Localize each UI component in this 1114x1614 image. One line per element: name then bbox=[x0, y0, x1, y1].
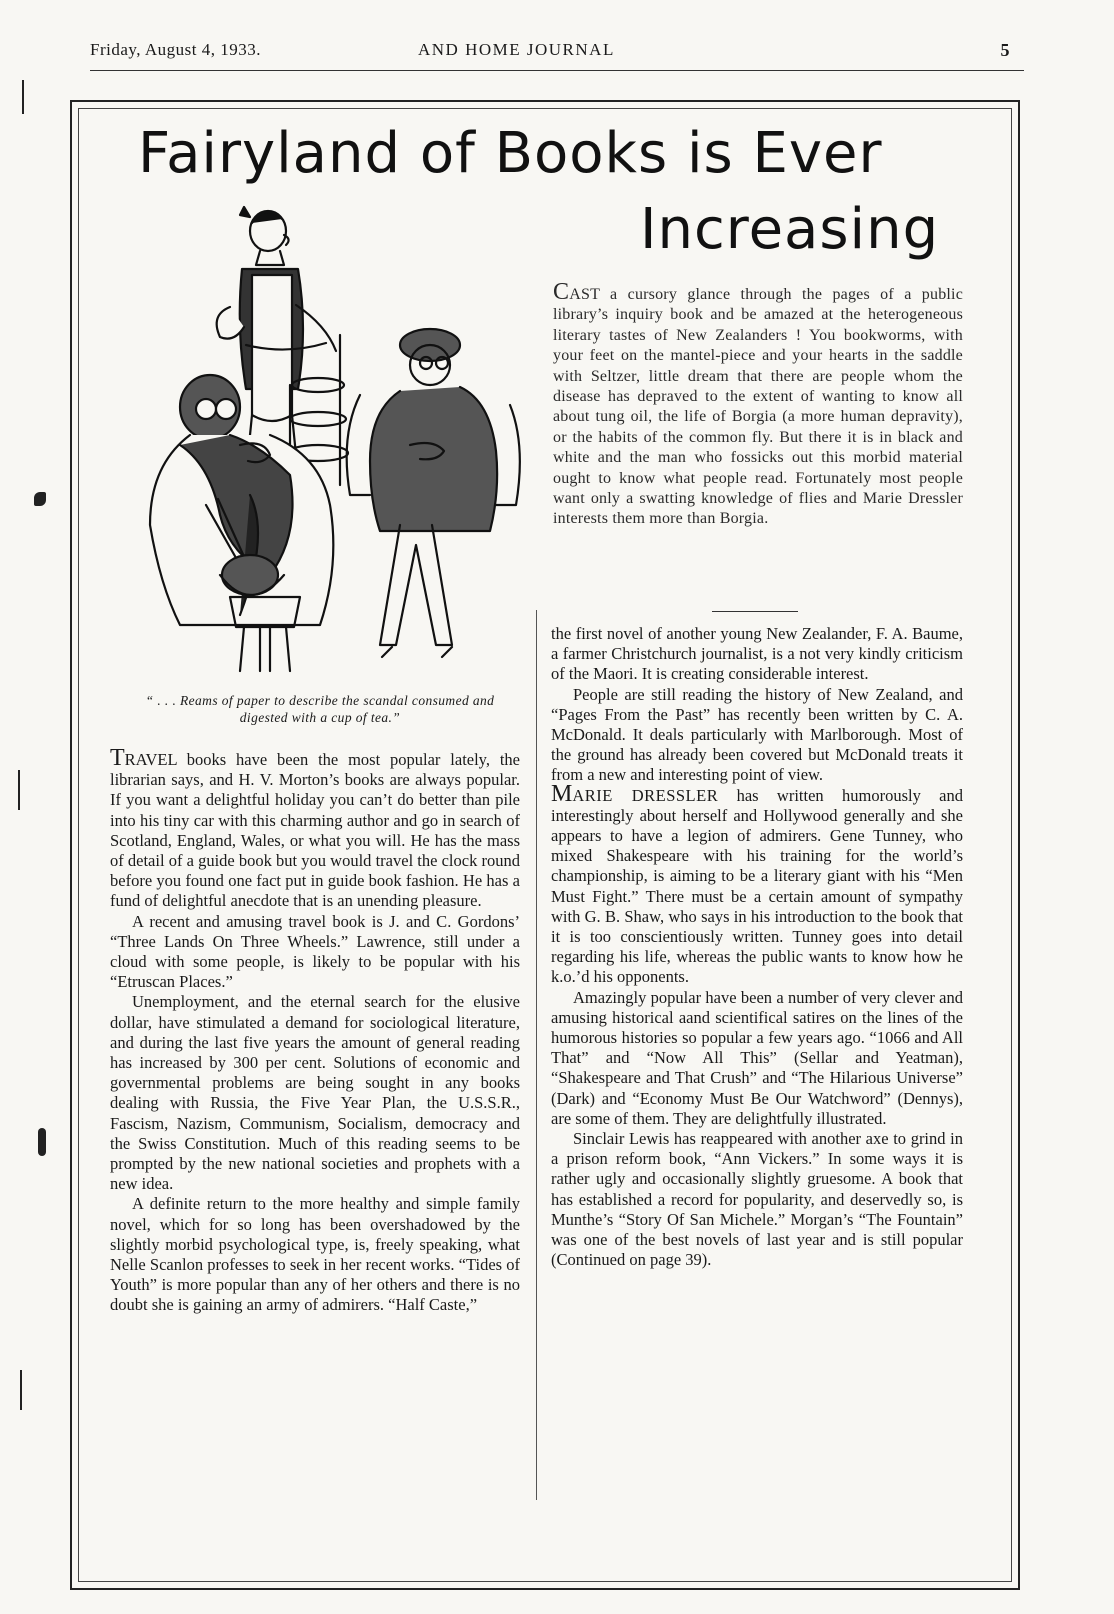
header-rule bbox=[90, 70, 1024, 71]
paragraph-family-novel: A definite return to the more healthy and simple family novel, which for so long has been overshadowed by the slightly morbid psychological type, is, freely speaking, what Nelle Scanlon professes to seek in her recent works. “Tides of Youth” is more popular than any of her others and there is no doubt she is gaining an army of admirers. “Half Caste,” bbox=[110, 1194, 520, 1315]
paragraph-travel bbox=[110, 745, 520, 912]
paragraph-baume: the first novel of another young New Zealander, F. A. Baume, a farmer Christchurch journalist, is a not very kindly criticism of the Maori. It is creating considerable interest. bbox=[551, 624, 963, 684]
page-header bbox=[90, 36, 1010, 66]
drop-cap-t: T bbox=[110, 745, 125, 771]
margin-mark bbox=[18, 770, 20, 810]
paragraph-travel-books: A recent and amusing travel book is J. and C. Gordons’ “Three Lands On Three Wheels.” Lawrence, still under a cloud with some people, is likely to be popular with his “Etruscan Places.” bbox=[110, 911, 520, 992]
right-column bbox=[551, 624, 963, 1271]
paragraph-history: People are still reading the history of New Zealand, and “Pages From the Past” has recently been written by C. A. McDonald. It deals particularly with Marlborough. Most of the ground has already been covered but McDonald treats it from a new and interesting point of view. bbox=[551, 684, 963, 785]
paragraph-lewis bbox=[551, 1129, 963, 1270]
intro-column bbox=[553, 279, 963, 530]
paragraph-satires: Amazingly popular have been a number of very clever and amusing historical aand scientifical satires on the lines of the humorous histories so popular a few years ago. “1066 and All That” and “Now All This” (Sellar and Yeatman), “Shakespeare and That Crush” and “The Hilarious Universe” (Dark) and “Economy Must Be Our Watchword” (Dennys), are some of them. They are delightfully illustrated. bbox=[551, 987, 963, 1128]
drop-cap-m: M bbox=[551, 780, 573, 807]
column-divider bbox=[536, 610, 537, 1500]
headline-line-2: Increasing bbox=[640, 197, 940, 262]
paragraph-dressler-text: has written humorously and interestingly about herself and Hollywood generally and she appears to have a legion of admirers. Gene Tunney, who mixed Shakespeare with his training for the world’s championship, is aiming to be a literary giant with his “Men Must Fight.” There must be a certain amount of sympathy with G. B. Shaw, who says in his introduction to the book that it is too conscientiously written. Tunney goes into detail regarding his life, whereas the public wants to know how he k.o.’d his opponents. bbox=[551, 785, 964, 987]
paragraph-travel-text: RAVEL books have been the most popular lately, the librarian says, and H. V. Morton’s books are always popular. If you want a delightful holiday you can’t do better than pile into his tiny car with this charming author and go in search of Scotland, England, Wales, or what you will. He has the mass of detail of a guide book but you would travel the clock round before you found one fact put in guide book fashion. He has a fund of delightful anecdote that is an unending pleasure. bbox=[110, 750, 520, 911]
section-rule bbox=[712, 611, 798, 612]
paragraph-dressler bbox=[551, 780, 964, 988]
margin-mark bbox=[34, 492, 46, 506]
dressler-name: ARIE DRESSLER bbox=[572, 785, 719, 805]
margin-mark bbox=[38, 1128, 46, 1156]
margin-mark bbox=[20, 1370, 22, 1410]
paragraph-lewis-text: Sinclair Lewis has reappeared with another axe to grind in a prison reform book, “Ann Vickers.” In some ways it is rather ugly and occasionally slightly gruesome. A book that has established a record for popularity, and deservedly so, is Munthe’s “Story Of San Michele.” Morgan’s “The Fountain” was one of the best novels of last year and is still popular bbox=[551, 1129, 963, 1250]
drop-cap-c: C bbox=[553, 279, 570, 305]
continued-note[interactable]: (Continued on page 39). bbox=[551, 1250, 712, 1270]
left-column bbox=[110, 745, 520, 1316]
paragraph-intro bbox=[553, 279, 963, 530]
paragraph-unemployment: Unemployment, and the eternal search for the elusive dollar, have stimulated a demand for sociological literature, and during the last five years the amount of general reading has increased by 300 per cent. Solutions of economic and governmental problems are being sought in any books dealing with Russia, the Five Year Plan, the U.S.S.R., Fascism, Nazism, Communism, Socialism, democracy and the Swiss Constitution. Much of this reading seems to be prompted by the new national societies and prophets with a new idea. bbox=[110, 992, 520, 1194]
issue-date: Friday, August 4, 1933. bbox=[90, 40, 261, 59]
page-number: 5 bbox=[1000, 40, 1010, 60]
tea-party-illustration bbox=[110, 195, 530, 685]
paragraph-intro-text: AST a cursory glance through the pages of a public library’s inquiry book and be amazed at the heterogeneous literary tastes of New Zealanders ! You bookworms, with your feet on the mantel-piece and your hearts in the saddle with Seltzer, little dream that there are people whom the disease has depraved to the extent of wanting to know all about tung oil, the life of Borgia (a more human depravity), or the habits of the common fly. But there it is in black and white and the man who fossicks out this morbid material ought to know what people read. Fortunately most people want only a swatting knowledge of flies and Marie Dressler interests them more than Borgia. bbox=[553, 286, 963, 528]
publication-name: AND HOME JOURNAL bbox=[418, 40, 615, 59]
headline-line-1: Fairyland of Books is Ever bbox=[138, 121, 883, 186]
margin-mark bbox=[22, 80, 24, 114]
illustration-caption: “ . . . Reams of paper to describe the scandal consumed and digested with a cup of tea.” bbox=[145, 693, 495, 725]
